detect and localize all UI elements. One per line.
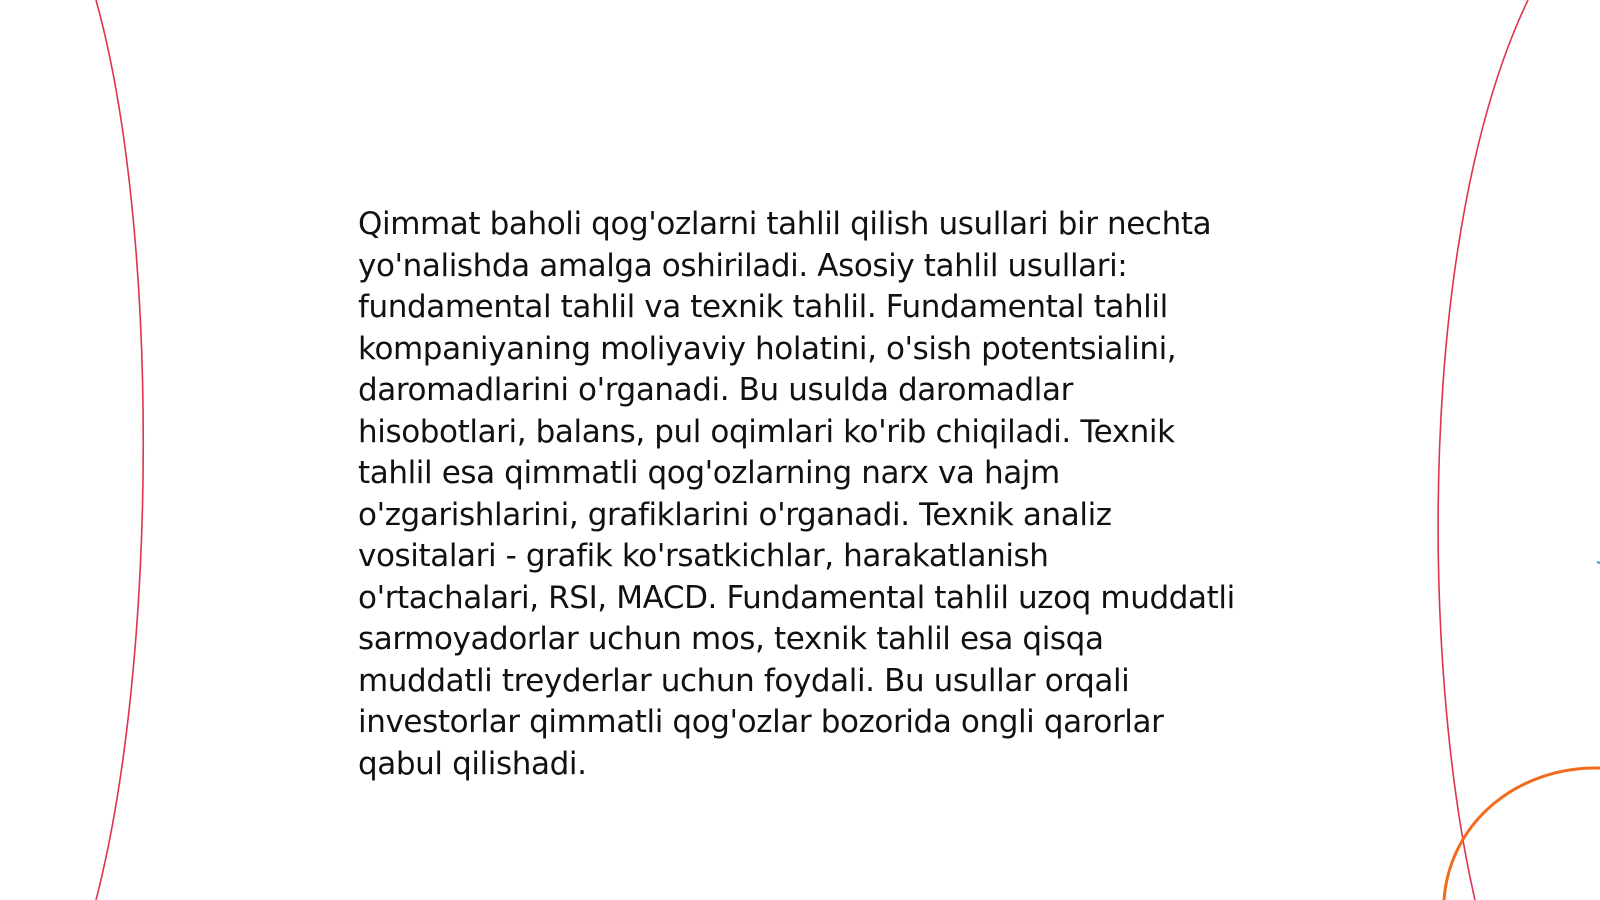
- right-curve-line: [1438, 0, 1528, 900]
- orange-accent-arc: [1444, 768, 1600, 900]
- left-curve-line: [96, 0, 143, 900]
- slide-body-text: Qimmat baholi qog'ozlarni tahlil qilish usullari bir nechta yo'nalishda amalga oshiriladi. Asosiy tahlil usullari: fundamental tahlil va texnik tahlil. Fundamental tahlil kompaniyaning moliyaviy holatini, o'sish potentsialini, daromadlarini o'rganadi. Bu usulda daromadlar hisobotlari, balans, pul oqimlari ko'rib chiqiladi. Texnik tahlil esa qimmatli qog'ozlarning narx va hajm o'zgarishlarini, grafiklarini o'rganadi. Texnik analiz vositalari - grafik ko'rsatkichlar, harakatlanish o'rtachalari, RSI, MACD. Fundamental tahlil uzoq muddatli sarmoyadorlar uchun mos, texnik tahlil esa qisqa muddatli treyderlar uchun foydali. Bu usullar orqali investorlar qimmatli qog'ozlar bozorida ongli qarorlar qabul qilishadi.: [358, 206, 1235, 782]
